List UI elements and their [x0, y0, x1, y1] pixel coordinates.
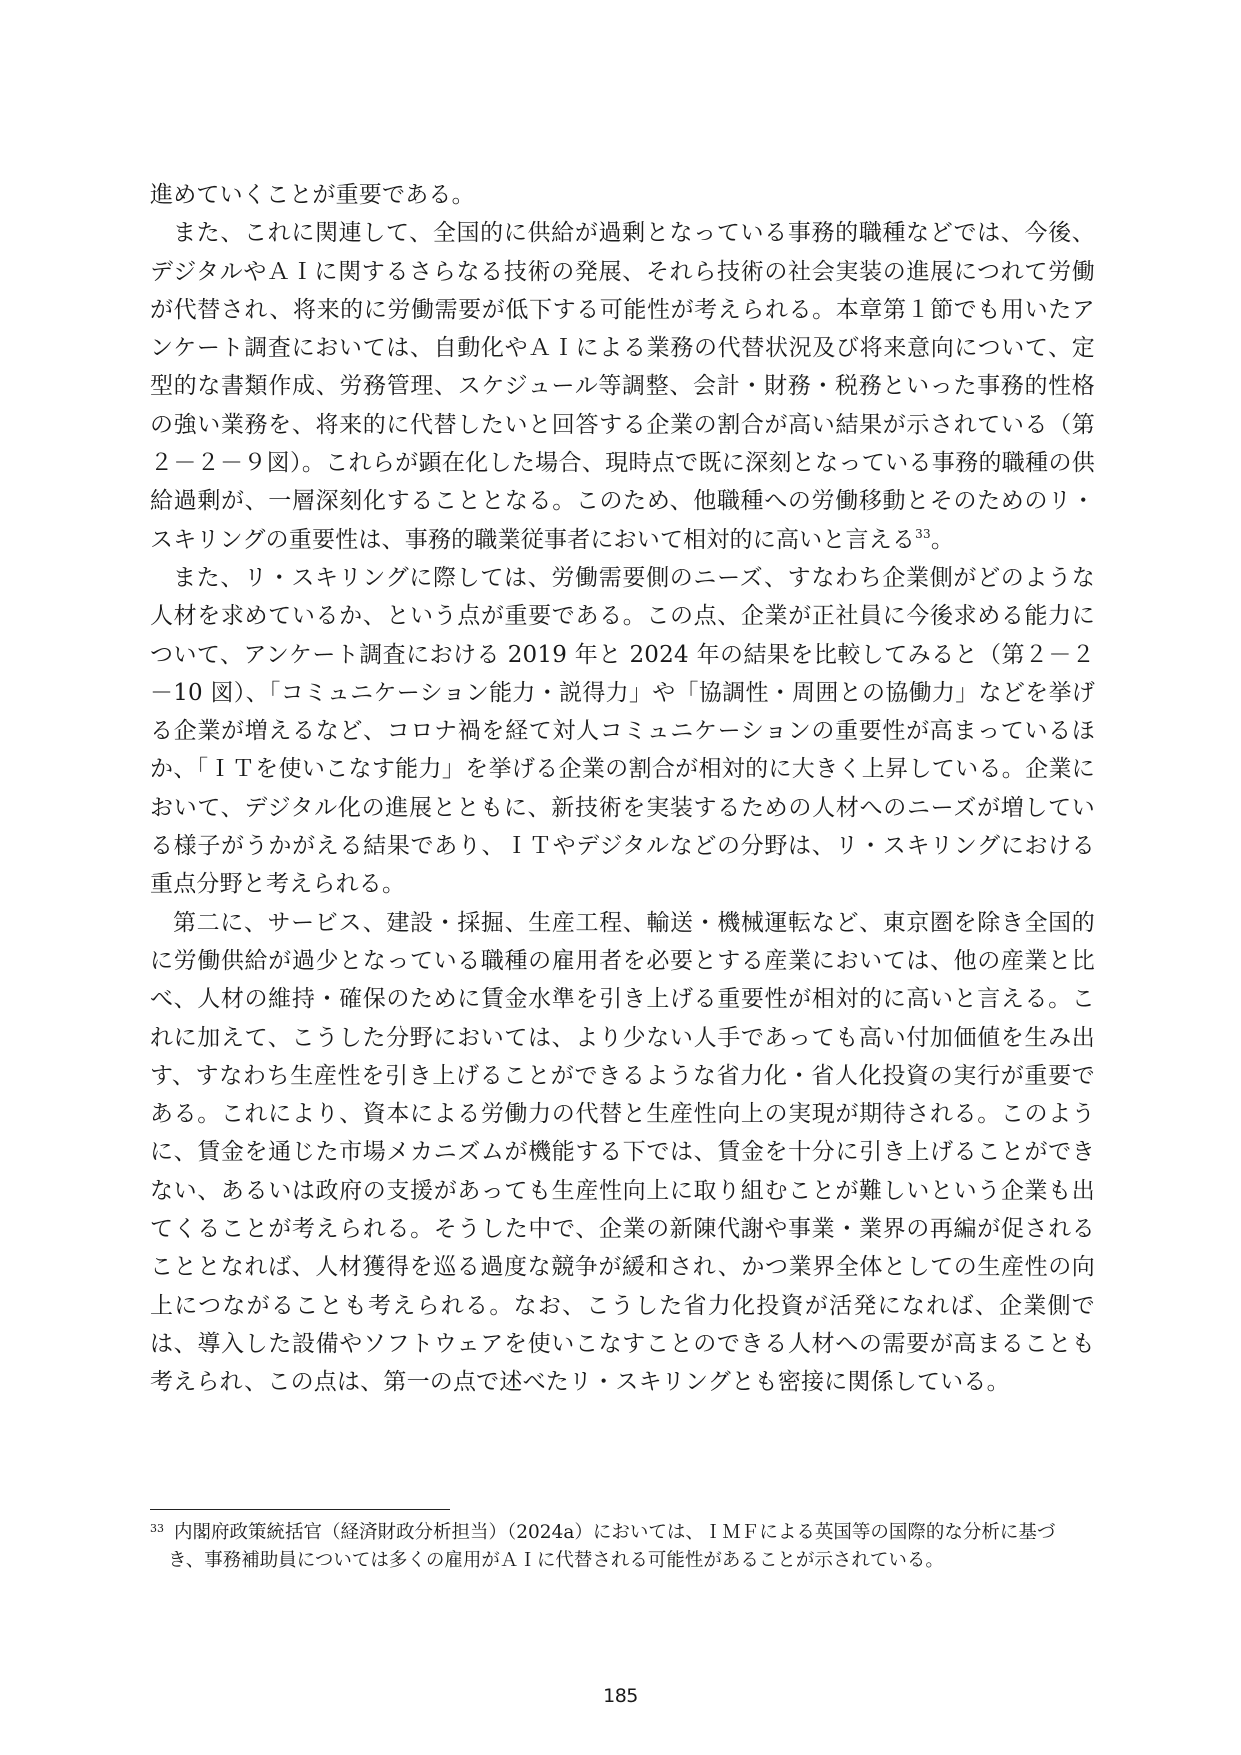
- paragraph-4: [150, 904, 1095, 1402]
- footnote-divider: [150, 1509, 450, 1510]
- page-number: 185: [603, 1685, 638, 1707]
- paragraph-2-tail: 。: [930, 526, 955, 553]
- paragraph-3-text: また、リ・スキリングに際しては、労働需要側のニーズ、すなわち企業側がどのような人材を求めているか、という点が重要である。この点、企業が正社員に今後求める能力について、アンケート調査における 2019 年と 2024 年の結果を比較してみると（第２－２－10 図）、「コミュニケーション能力・説得力」や「協調性・周囲との協働力」などを挙げる企業が増えるなど、コロナ禍を経て対人コミュニケーションの重要性が高まっているほか、「ＩＴを使いこなす能力」を挙げる企業の割合が相対的に大きく上昇している。企業において、デジタル化の進展とともに、新技術を実装するための人材へのニーズが増している様子がうかがえる結果であり、ＩＴやデジタルなどの分野は、リ・スキリングにおける重点分野と考えられる。: [150, 564, 1095, 898]
- body-text: [150, 176, 1095, 1402]
- footnote-mark: 33: [150, 1522, 164, 1535]
- paragraph-2: [150, 214, 1095, 559]
- footnote-line-1: 内閣府政策統括官（経済財政分析担当）（2024a）においては、ＩＭＦによる英国等の国際的な分析に基づ: [174, 1522, 1056, 1543]
- paragraph-4-text: 第二に、サービス、建設・採掘、生産工程、輸送・機械運転など、東京圏を除き全国的に労働供給が過少となっている職種の雇用者を必要とする産業においては、他の産業と比べ、人材の維持・確保のために賃金水準を引き上げる重要性が相対的に高いと言える。これに加えて、こうした分野においては、より少ない人手であっても高い付加価値を生み出す、すなわち生産性を引き上げることができるような省力化・省人化投資の実行が重要である。これにより、資本による労働力の代替と生産性向上の実現が期待される。このように、賃金を通じた市場メカニズムが機能する下では、賃金を十分に引き上げることができない、あるいは政府の支援があっても生産性向上に取り組むことが難しいという企業も出てくることが考えられる。そうした中で、企業の新陳代謝や事業・業界の再編が促されることとなれば、人材獲得を巡る過度な競争が緩和され、かつ業界全体としての生産性の向上につながることも考えられる。なお、こうした省力化投資が活発になれば、企業側では、導入した設備やソフトウェアを使いこなすことのできる人材への需要が高まることも考えられ、この点は、第一の点で述べたリ・スキリングとも密接に関係している。: [150, 909, 1095, 1396]
- paragraph-3: [150, 559, 1095, 904]
- paragraph-2-text: また、これに関連して、全国的に供給が過剰となっている事務的職種などでは、今後、デジタルやＡＩに関するさらなる技術の発展、それら技術の社会実装の進展につれて労働が代替され、将来的に労働需要が低下する可能性が考えられる。本章第１節でも用いたアンケート調査においては、自動化やＡＩによる業務の代替状況及び将来意向について、定型的な書類作成、労務管理、スケジュール等調整、会計・財務・税務といった事務的性格の強い業務を、将来的に代替したいと回答する企業の割合が高い結果が示されている（第２－２－９図）。これらが顕在化した場合、現時点で既に深刻となっている事務的職種の供給過剰が、一層深刻化することとなる。このため、他職種への労働移動とそのためのリ・スキリングの重要性は、事務的職業従事者において相対的に高いと言える: [150, 220, 1095, 553]
- paragraph-1-text: 進めていくことが重要である。: [150, 182, 475, 208]
- footnote-reference[interactable]: 33: [915, 526, 931, 541]
- footnote-line-2: き、事務補助員については多くの雇用がＡＩに代替される可能性があることが示されている。: [168, 1550, 944, 1571]
- paragraph-1: [150, 176, 1095, 214]
- footnote: [150, 1519, 1095, 1575]
